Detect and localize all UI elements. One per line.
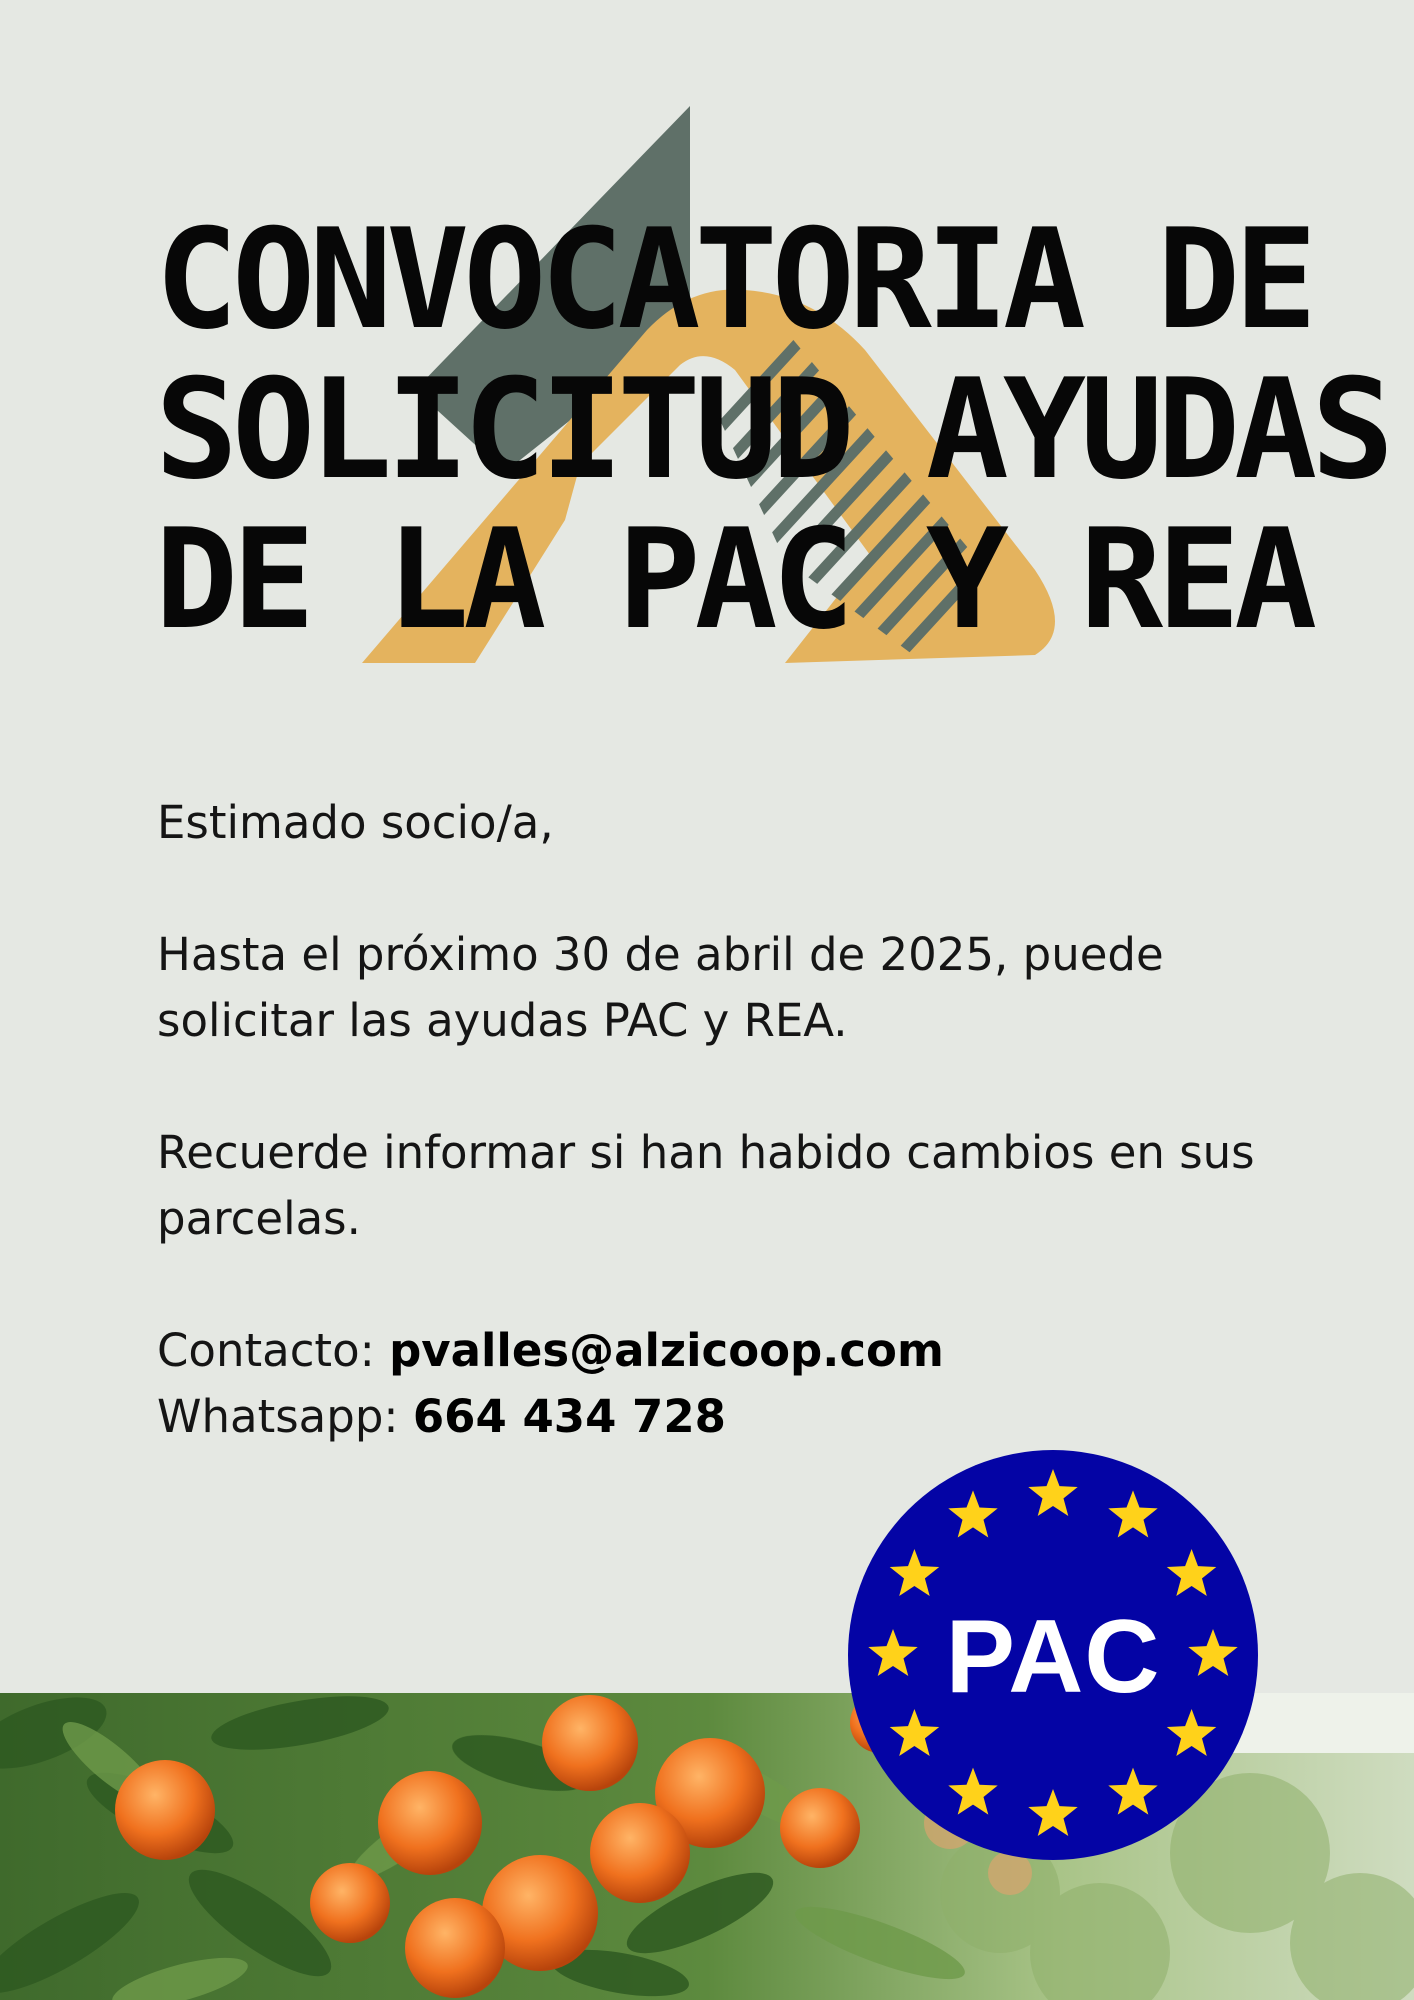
star-icon: [890, 1549, 940, 1596]
contact-email[interactable]: pvalles@alzicoop.com: [389, 1324, 944, 1377]
star-icon: [1028, 1469, 1077, 1516]
star-icon: [1108, 1490, 1157, 1537]
page-title: [155, 199, 1389, 660]
star-icon: [1167, 1549, 1217, 1596]
star-icon: [1167, 1709, 1217, 1756]
contact-whatsapp-line: [157, 1384, 1287, 1450]
contact-email-line: [157, 1318, 1287, 1384]
star-icon: [1108, 1768, 1157, 1815]
badge-label: PAC: [945, 1599, 1161, 1715]
title-line-2: SOLICITUD AYUDAS: [155, 349, 1389, 510]
pac-eu-badge: [848, 1450, 1258, 1860]
whatsapp-label: Whatsapp:: [157, 1390, 413, 1443]
star-icon: [948, 1768, 997, 1815]
star-icon: [948, 1490, 997, 1537]
title-line-1: CONVOCATORIA DE: [155, 199, 1312, 360]
whatsapp-number[interactable]: 664 434 728: [412, 1390, 726, 1443]
title-line-3: DE LA PAC Y REA: [155, 499, 1312, 660]
contact-label: Contacto:: [157, 1324, 390, 1377]
greeting: Estimado socio/a,: [157, 796, 554, 849]
reminder-paragraph: Recuerde informar si han habido cambios en sus parcelas.: [157, 1126, 1255, 1245]
deadline-paragraph: Hasta el próximo 30 de abril de 2025, puede solicitar las ayudas PAC y REA.: [157, 928, 1164, 1047]
star-icon: [1028, 1789, 1077, 1836]
star-icon: [890, 1709, 940, 1756]
letter-body: [157, 790, 1287, 1450]
